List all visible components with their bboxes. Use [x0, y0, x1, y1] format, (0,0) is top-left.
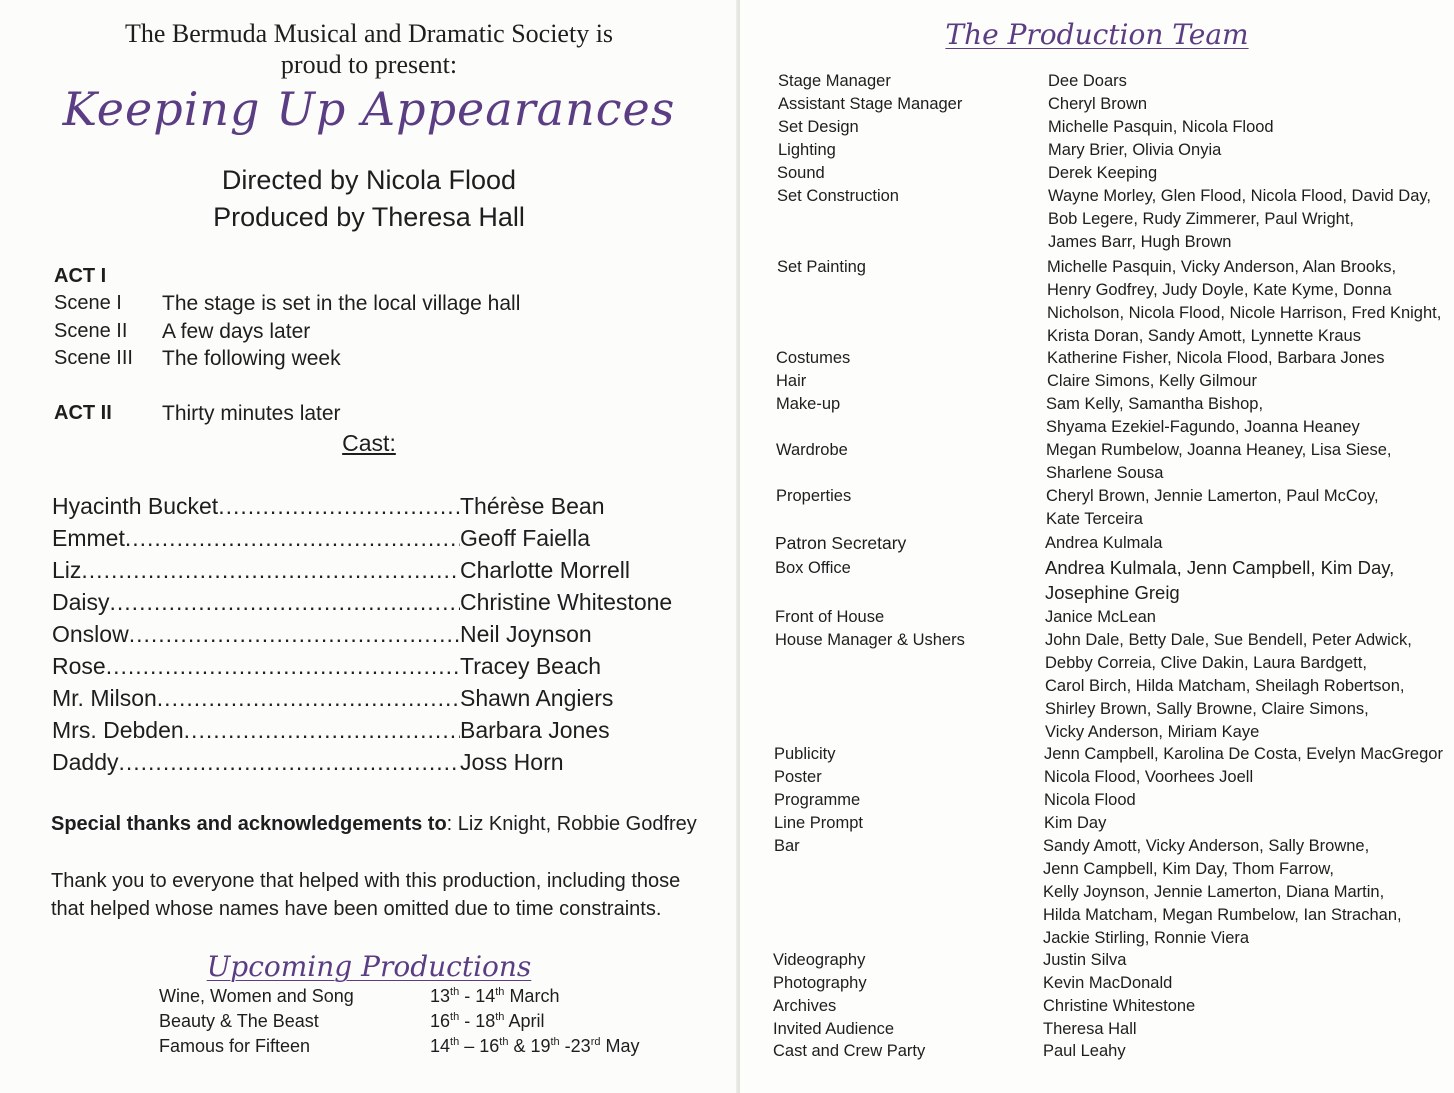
cast-row [52, 717, 692, 747]
special-thanks-label: Special thanks and acknowledgements to [51, 813, 447, 835]
team-role: Set Construction [777, 187, 899, 205]
cast-actor: Neil Joynson [460, 621, 592, 647]
special-thanks-names: : Liz Knight, Robbie Godfrey [446, 813, 697, 835]
thank-you-note: Thank you to everyone that helped with this production, including those that helped whose names have been omitted due to time constraints. [51, 870, 681, 920]
team-names: Megan Rumbelow, Joanna Heaney, Lisa Siese, Sharlene Sousa [1046, 441, 1392, 482]
leader-dots [184, 717, 460, 744]
team-role: Wardrobe [776, 441, 848, 459]
team-role: Hair [776, 372, 807, 390]
team-role: Set Design [778, 118, 859, 136]
team-heading: The Production Team [945, 18, 1249, 51]
show-title: Keeping Up Appearances [62, 82, 676, 136]
team-names: Michelle Pasquin, Vicky Anderson, Alan Brooks, Henry Godfrey, Judy Doyle, Kate Kyme, Donna Nicholson, Nicola Flood, Nicole Harrison, Fred Knight, Krista Doran, Sandy Amott, Lynnette Kraus [1047, 258, 1442, 345]
team-role: House Manager & Ushers [775, 631, 965, 649]
cast-role: Liz [52, 557, 82, 583]
team-role: Stage Manager [778, 72, 891, 90]
cast-actor: Barbara Jones [460, 717, 610, 743]
leader-dots [81, 557, 460, 584]
cast-row [52, 493, 692, 523]
act-1-label: ACT I [54, 265, 107, 287]
cast-role: Daddy [52, 749, 119, 775]
team-role: Patron Secretary [775, 533, 907, 553]
team-role: Set Painting [777, 258, 866, 276]
team-role: Photography [773, 974, 867, 992]
team-names: Wayne Morley, Glen Flood, Nicola Flood, David Day, Bob Legere, Rudy Zimmerer, Paul Wright, James Barr, Hugh Brown [1048, 187, 1432, 251]
team-role: Lighting [778, 141, 836, 159]
team-names: Justin Silva [1043, 951, 1127, 969]
presenter-line-2: proud to present: [280, 50, 458, 79]
upcoming-title: Famous for Fifteen [159, 1036, 311, 1056]
leader-dots [157, 685, 460, 712]
scene-label: Scene I [54, 292, 122, 314]
team-role: Assistant Stage Manager [778, 95, 963, 113]
team-names: Paul Leahy [1043, 1042, 1126, 1060]
leader-dots [125, 525, 460, 552]
cast-row [52, 557, 692, 587]
cast-actor: Tracey Beach [460, 653, 602, 679]
cast-actor: Charlotte Morrell [460, 557, 630, 583]
team-names: Derek Keeping [1048, 164, 1158, 182]
scene-label: Scene II [54, 320, 128, 342]
cast-heading: Cast: [342, 430, 396, 456]
director-credit: Directed by Nicola Flood [221, 165, 517, 195]
cast-role: Hyacinth Bucket [52, 493, 219, 519]
upcoming-heading: Upcoming Productions [206, 950, 532, 983]
team-names: Mary Brier, Olivia Onyia [1048, 141, 1222, 159]
team-names: John Dale, Betty Dale, Sue Bendell, Peter Adwick, Debby Correia, Clive Dakin, Laura Bardgett, Carol Birch, Hilda Matcham, Sheilagh Robertson, Shirley Brown, Sally Browne, Claire Simons, Vicky Anderson, Miriam Kaye [1045, 631, 1412, 741]
cast-role: Onslow [52, 621, 129, 647]
team-role: Box Office [775, 559, 851, 577]
leader-dots [106, 653, 460, 680]
leader-dots [129, 621, 460, 648]
scene-description: The following week [162, 347, 341, 370]
team-role: Line Prompt [774, 814, 863, 832]
cast-role: Mrs. Debden [52, 717, 184, 743]
leader-dots [218, 493, 460, 520]
team-role: Poster [774, 768, 822, 786]
producer-credit: Produced by Theresa Hall [213, 202, 525, 232]
cast-role: Emmet [52, 525, 125, 551]
team-role: Make-up [776, 395, 841, 413]
leader-dots [118, 749, 460, 776]
cast-actor: Geoff Faiella [460, 525, 590, 551]
team-names: Andrea Kulmala [1045, 534, 1163, 552]
team-names: Nicola Flood [1044, 791, 1136, 809]
team-names: Theresa Hall [1043, 1020, 1137, 1038]
team-role: Costumes [776, 349, 851, 367]
upcoming-title: Wine, Women and Song [159, 986, 354, 1006]
team-names: Janice McLean [1045, 608, 1156, 626]
act-2-description: Thirty minutes later [162, 402, 341, 425]
cast-row [52, 621, 692, 651]
team-names: Christine Whitestone [1043, 997, 1196, 1015]
cast-row [52, 749, 692, 779]
team-role: Publicity [774, 745, 836, 763]
team-names: Kim Day [1044, 814, 1107, 832]
right-page [740, 0, 1454, 1093]
cast-role: Mr. Milson [52, 685, 157, 711]
scene-label: Scene III [54, 347, 133, 369]
upcoming-title: Beauty & The Beast [159, 1011, 319, 1031]
team-role: Archives [773, 997, 837, 1015]
team-names: Andrea Kulmala, Jenn Campbell, Kim Day, Josephine Greig [1045, 557, 1395, 603]
team-role: Front of House [775, 608, 885, 626]
scene-description: The stage is set in the local village hall [162, 292, 521, 315]
team-names: Katherine Fisher, Nicola Flood, Barbara Jones [1047, 349, 1385, 367]
cast-actor: Christine Whitestone [460, 589, 673, 615]
team-names: Dee Doars [1048, 72, 1127, 90]
act-2-label: ACT II [54, 402, 112, 424]
team-names: Michelle Pasquin, Nicola Flood [1048, 118, 1274, 136]
presenter-line-1: The Bermuda Musical and Dramatic Society is [124, 19, 614, 48]
team-names: Jenn Campbell, Karolina De Costa, Evelyn MacGregor [1044, 745, 1443, 763]
team-role: Bar [774, 837, 800, 855]
cast-role: Daisy [52, 589, 110, 615]
team-names: Nicola Flood, Voorhees Joell [1044, 768, 1254, 786]
team-names: Kevin MacDonald [1043, 974, 1173, 992]
leader-dots [110, 589, 460, 616]
team-names: Cheryl Brown, Jennie Lamerton, Paul McCoy, Kate Terceira [1046, 487, 1379, 528]
team-role: Sound [777, 164, 825, 182]
cast-actor: Joss Horn [460, 749, 564, 775]
team-role: Properties [776, 487, 852, 505]
presenter-text [0, 18, 738, 80]
upcoming-dates: 13th - 14th March [430, 986, 560, 1006]
team-names: Claire Simons, Kelly Gilmour [1047, 372, 1257, 390]
cast-role: Rose [52, 653, 106, 679]
special-thanks [51, 813, 697, 836]
scene-description: A few days later [162, 320, 311, 343]
team-names: Cheryl Brown [1048, 95, 1148, 113]
team-role: Videography [773, 951, 866, 969]
team-role: Invited Audience [773, 1020, 895, 1038]
cast-row [52, 525, 692, 555]
cast-actor: Shawn Angiers [460, 685, 614, 711]
cast-actor: Thérèse Bean [460, 493, 605, 519]
team-role: Cast and Crew Party [773, 1042, 926, 1060]
cast-row [52, 653, 692, 683]
upcoming-dates: 14th – 16th & 19th -23rd May [430, 1036, 640, 1056]
upcoming-dates: 16th - 18th April [430, 1011, 545, 1031]
cast-row [52, 589, 692, 619]
cast-row [52, 685, 692, 715]
team-names: Sam Kelly, Samantha Bishop, Shyama Ezekiel-Fagundo, Joanna Heaney [1046, 395, 1360, 436]
team-role: Programme [774, 791, 861, 809]
team-names: Sandy Amott, Vicky Anderson, Sally Browne, Jenn Campbell, Kim Day, Thom Farrow, Kelly Joynson, Jennie Lamerton, Diana Martin, Hilda Matcham, Megan Rumbelow, Ian Strachan, Jackie Stirling, Ronnie Viera [1043, 837, 1402, 947]
